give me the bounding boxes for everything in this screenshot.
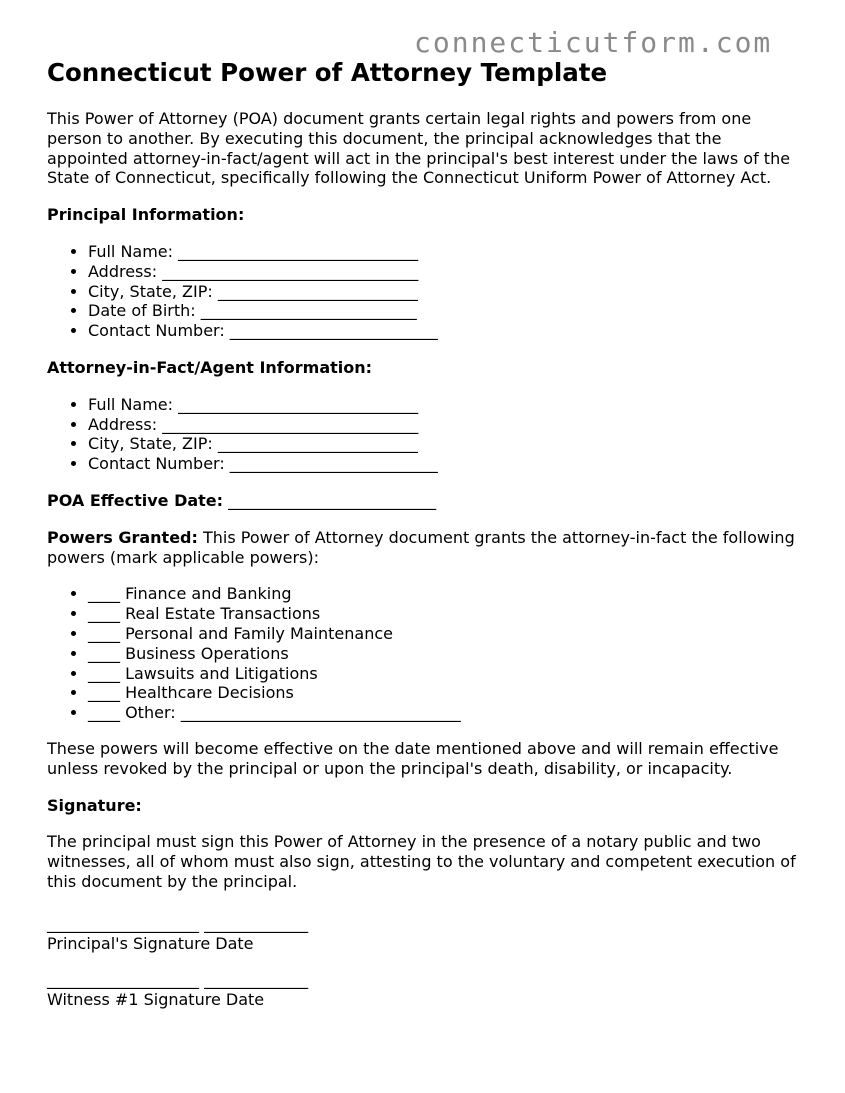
agent-contact-number-field: • Contact Number: __________________________ bbox=[88, 454, 807, 474]
principal-full-name-field: • Full Name: ______________________________ bbox=[88, 242, 807, 262]
witness1-signature-line: ___________________ _____________ bbox=[47, 970, 309, 990]
power-real-estate: • ____ Real Estate Transactions bbox=[88, 604, 807, 624]
effective-date-blank: __________________________ bbox=[228, 490, 437, 510]
principal-signature-caption: Principal's Signature Date bbox=[47, 933, 254, 953]
powers-intro bbox=[47, 528, 807, 568]
principal-signature-block bbox=[47, 914, 807, 954]
agent-full-name-field: • Full Name: ______________________________ bbox=[88, 395, 807, 415]
intro-paragraph: This Power of Attorney (POA) document grants certain legal rights and powers from one person to another. By executing this document, the principal acknowledges that the appointed attorney-in-fact/agent will act in the principal's best interest under the laws of the State of Connecticut, specifically following the Connecticut Uniform Power of Attorney Act. bbox=[47, 109, 791, 188]
power-lawsuits: • ____ Lawsuits and Litigations bbox=[88, 664, 807, 684]
page-title: Connecticut Power of Attorney Template bbox=[47, 58, 608, 87]
powers-list bbox=[47, 584, 807, 723]
document-body bbox=[47, 58, 807, 1010]
witness1-signature-caption: Witness #1 Signature Date bbox=[47, 990, 265, 1010]
principal-city-state-zip-field: • City, State, ZIP: _________________________ bbox=[88, 282, 807, 302]
powers-text: This Power of Attorney document grants the attorney-in-fact the following powers (mark applicable powers): bbox=[47, 527, 795, 567]
principal-signature-line: ___________________ _____________ bbox=[47, 913, 309, 933]
power-personal-family: • ____ Personal and Family Maintenance bbox=[88, 624, 807, 644]
agent-fields-list bbox=[47, 395, 807, 474]
principal-heading: Principal Information: bbox=[47, 205, 245, 225]
principal-contact-number-field: • Contact Number: __________________________ bbox=[88, 321, 807, 341]
agent-address-field: • Address: ________________________________ bbox=[88, 415, 807, 435]
power-business-operations: • ____ Business Operations bbox=[88, 644, 807, 664]
signature-instructions: The principal must sign this Power of Attorney in the presence of a notary public and two witnesses, all of whom must also sign, attesting to the voluntary and competent execution of this document by the principal. bbox=[47, 832, 796, 891]
effective-date-line bbox=[47, 491, 807, 511]
agent-heading: Attorney-in-Fact/Agent Information: bbox=[47, 357, 373, 377]
principal-date-of-birth-field: • Date of Birth: ___________________________ bbox=[88, 301, 807, 321]
powers-label: Powers Granted: bbox=[47, 527, 198, 547]
site-watermark: connecticutform.com bbox=[414, 26, 773, 59]
principal-address-field: • Address: ________________________________ bbox=[88, 262, 807, 282]
effective-date-label: POA Effective Date: bbox=[47, 490, 224, 510]
power-other: • ____ Other: ___________________________________ bbox=[88, 703, 807, 723]
principal-fields-list bbox=[47, 242, 807, 341]
power-healthcare: • ____ Healthcare Decisions bbox=[88, 683, 807, 703]
signature-heading: Signature: bbox=[47, 795, 142, 815]
witness1-signature-block bbox=[47, 970, 807, 1010]
agent-city-state-zip-field: • City, State, ZIP: _________________________ bbox=[88, 434, 807, 454]
power-finance-banking: • ____ Finance and Banking bbox=[88, 584, 807, 604]
effective-note-paragraph: These powers will become effective on the date mentioned above and will remain effective unless revoked by the principal or upon the principal's death, disability, or incapacity. bbox=[47, 738, 779, 778]
